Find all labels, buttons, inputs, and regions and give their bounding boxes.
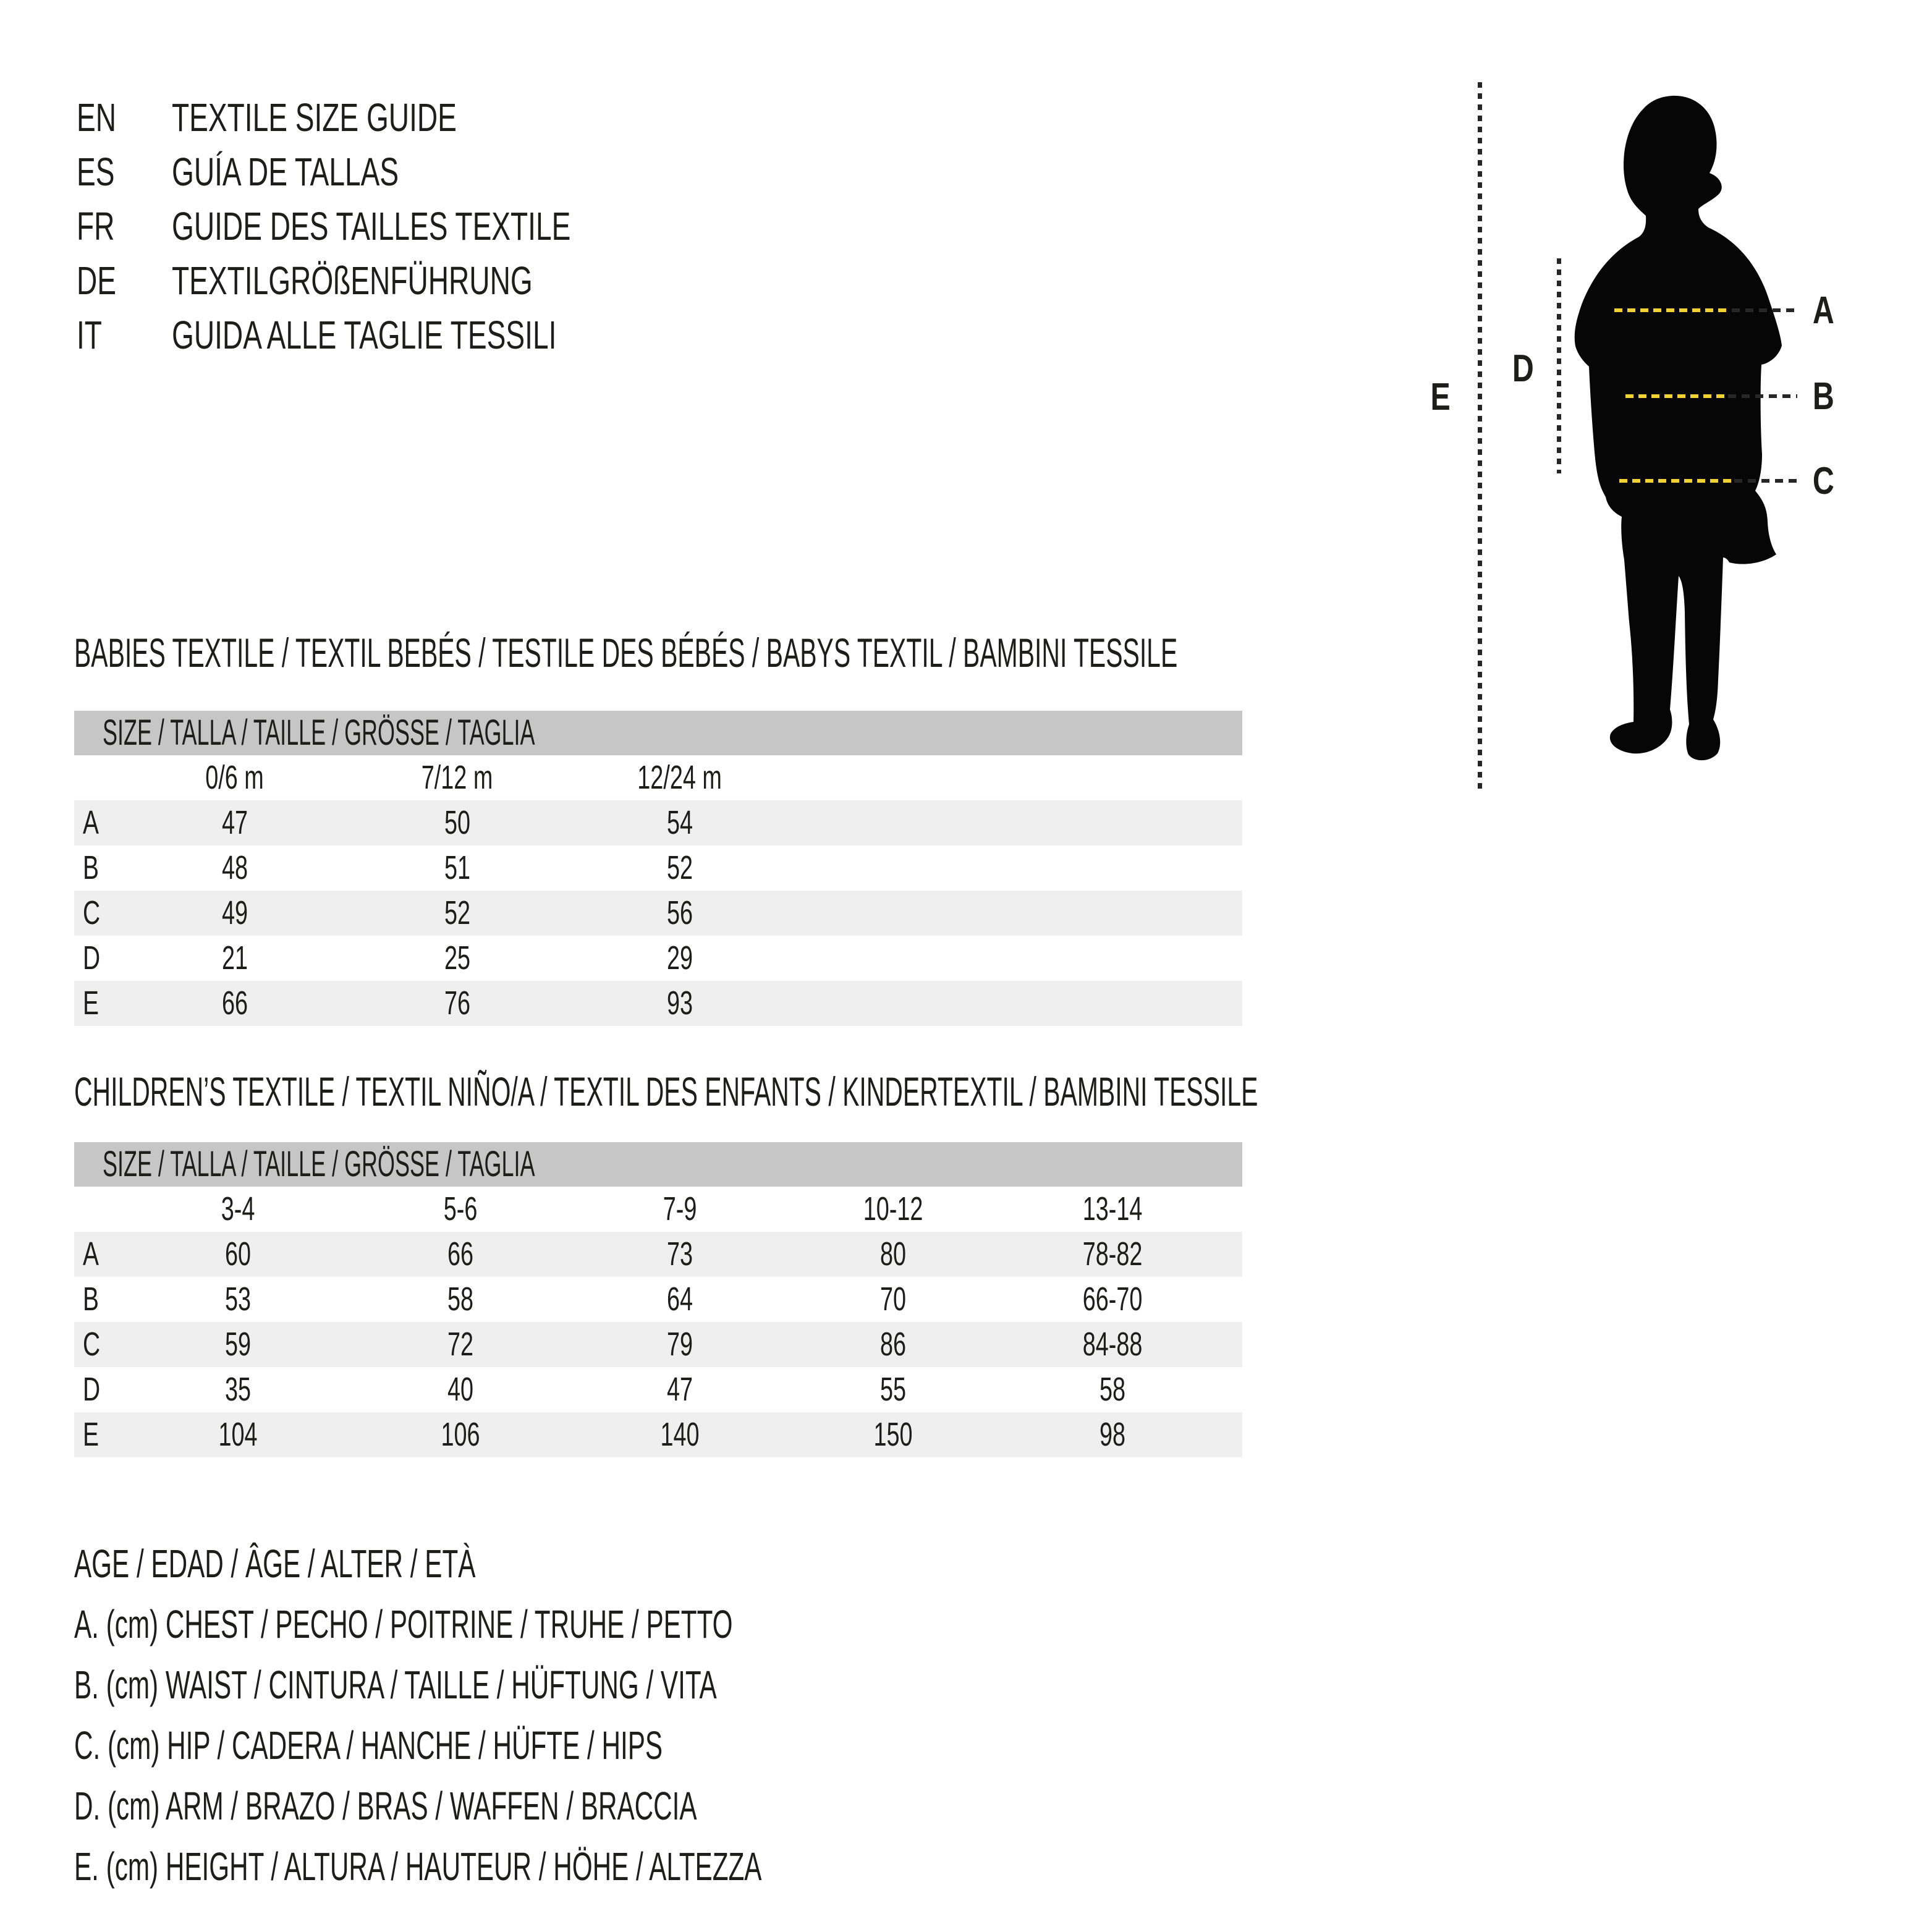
table-cell: 66 bbox=[447, 1235, 474, 1273]
table-row bbox=[74, 1277, 1242, 1322]
row-label: D bbox=[83, 939, 101, 977]
table-cell: 78-82 bbox=[1082, 1235, 1143, 1273]
language-code: FR bbox=[77, 204, 115, 248]
table-row bbox=[74, 1412, 1242, 1457]
children-section-title: CHILDREN’S TEXTILE / TEXTIL NIÑO/A / TEXTIL DES ENFANTS / KINDERTEXTIL / BAMBINI TESSILE bbox=[74, 1069, 1258, 1114]
table-cell: 70 bbox=[879, 1281, 907, 1318]
table-row bbox=[74, 891, 1242, 936]
hip-measure-line-dark bbox=[1734, 479, 1797, 483]
babies-size-header-label: SIZE / TALLA / TAILLE / GRÖSSE / TAGLIA bbox=[103, 713, 535, 753]
table-row bbox=[74, 845, 1242, 891]
children-column-header: 13-14 bbox=[1082, 1190, 1143, 1227]
table-cell: 55 bbox=[879, 1371, 907, 1408]
children-size-header-label: SIZE / TALLA / TAILLE / GRÖSSE / TAGLIA bbox=[103, 1144, 535, 1184]
babies-column-header: 12/24 m bbox=[637, 759, 722, 796]
table-cell: 73 bbox=[666, 1235, 693, 1273]
table-cell: 60 bbox=[224, 1235, 252, 1273]
row-label: A bbox=[83, 804, 99, 841]
waist-measure-line-dark bbox=[1728, 394, 1797, 398]
table-cell: 72 bbox=[447, 1326, 474, 1363]
height-measure-line-e bbox=[1478, 82, 1482, 794]
table-cell: 47 bbox=[666, 1371, 693, 1408]
table-row bbox=[74, 800, 1242, 845]
row-label: A bbox=[83, 1235, 99, 1273]
measure-label-c: C bbox=[1812, 460, 1834, 502]
legend-line-hip: C. (cm) HIP / CADERA / HANCHE / HÜFTE / HIPS bbox=[74, 1723, 663, 1768]
legend-line-waist: B. (cm) WAIST / CINTURA / TAILLE / HÜFTUNG / VITA bbox=[74, 1663, 717, 1707]
table-row bbox=[74, 1367, 1242, 1412]
language-code: DE bbox=[77, 258, 117, 303]
measure-label-a: A bbox=[1812, 289, 1834, 332]
table-cell: 52 bbox=[444, 894, 471, 931]
babies-column-header-row bbox=[74, 755, 1242, 800]
table-cell: 52 bbox=[666, 849, 693, 886]
measure-label-b: B bbox=[1812, 375, 1834, 418]
language-title: GUIDA ALLE TAGLIE TESSILI bbox=[172, 313, 557, 357]
table-row bbox=[74, 936, 1242, 981]
children-size-header-bar bbox=[74, 1142, 1242, 1187]
row-label: E bbox=[83, 1416, 99, 1453]
table-row bbox=[74, 1232, 1242, 1277]
table-cell: 79 bbox=[666, 1326, 693, 1363]
row-label: B bbox=[83, 1281, 99, 1318]
children-size-table bbox=[74, 1142, 1242, 1457]
children-column-header: 7-9 bbox=[663, 1190, 697, 1227]
row-label: B bbox=[83, 849, 99, 886]
chest-measure-line-dark bbox=[1732, 308, 1797, 312]
babies-size-header-bar bbox=[74, 711, 1242, 755]
table-cell: 40 bbox=[447, 1371, 474, 1408]
table-cell: 80 bbox=[879, 1235, 907, 1273]
hip-measure-line-yellow bbox=[1619, 479, 1732, 483]
waist-measure-line-yellow bbox=[1625, 394, 1726, 398]
table-cell: 86 bbox=[879, 1326, 907, 1363]
language-title: GUÍA DE TALLAS bbox=[172, 150, 399, 194]
table-cell: 51 bbox=[444, 849, 471, 886]
table-cell: 58 bbox=[1099, 1371, 1126, 1408]
table-cell: 84-88 bbox=[1082, 1326, 1143, 1363]
table-cell: 76 bbox=[444, 985, 471, 1022]
legend-line-chest: A. (cm) CHEST / PECHO / POITRINE / TRUHE / PETTO bbox=[74, 1602, 733, 1646]
table-cell: 50 bbox=[444, 804, 471, 841]
legend-line-height: E. (cm) HEIGHT / ALTURA / HAUTEUR / HÖHE / ALTEZZA bbox=[74, 1844, 762, 1889]
table-cell: 58 bbox=[447, 1281, 474, 1318]
table-cell: 56 bbox=[666, 894, 693, 931]
children-column-header-row bbox=[74, 1187, 1242, 1232]
table-cell: 29 bbox=[666, 939, 693, 977]
legend-line-arm: D. (cm) ARM / BRAZO / BRAS / WAFFEN / BRACCIA bbox=[74, 1784, 697, 1828]
table-cell: 64 bbox=[666, 1281, 693, 1318]
table-cell: 59 bbox=[224, 1326, 252, 1363]
language-title: TEXTILE SIZE GUIDE bbox=[172, 95, 457, 140]
table-row bbox=[74, 981, 1242, 1026]
babies-section-title: BABIES TEXTILE / TEXTIL BEBÉS / TESTILE DES BÉBÉS / BABYS TEXTIL / BAMBINI TESSILE bbox=[74, 630, 1178, 676]
language-code: EN bbox=[77, 95, 117, 140]
table-cell: 66 bbox=[221, 985, 248, 1022]
table-cell: 104 bbox=[218, 1416, 258, 1453]
language-title: TEXTILGRÖßENFÜHRUNG bbox=[172, 258, 533, 303]
measure-label-e: E bbox=[1430, 376, 1451, 418]
table-cell: 35 bbox=[224, 1371, 252, 1408]
chest-measure-line-yellow bbox=[1614, 308, 1729, 312]
language-code: IT bbox=[77, 313, 102, 357]
table-cell: 21 bbox=[221, 939, 248, 977]
table-cell: 98 bbox=[1099, 1416, 1126, 1453]
babies-column-header: 7/12 m bbox=[422, 759, 493, 796]
children-column-header: 10-12 bbox=[863, 1190, 923, 1227]
table-cell: 140 bbox=[660, 1416, 700, 1453]
row-label: E bbox=[83, 985, 99, 1022]
table-cell: 48 bbox=[221, 849, 248, 886]
table-cell: 25 bbox=[444, 939, 471, 977]
babies-size-table bbox=[74, 711, 1242, 1026]
language-code: ES bbox=[77, 150, 115, 194]
row-label: C bbox=[83, 894, 101, 931]
children-column-header: 3-4 bbox=[221, 1190, 255, 1227]
table-cell: 49 bbox=[221, 894, 248, 931]
table-cell: 66-70 bbox=[1082, 1281, 1143, 1318]
arm-measure-line-d bbox=[1557, 258, 1561, 473]
table-cell: 47 bbox=[221, 804, 248, 841]
row-label: D bbox=[83, 1371, 101, 1408]
child-silhouette-icon bbox=[1570, 87, 1842, 779]
table-row bbox=[74, 1322, 1242, 1367]
measure-label-d: D bbox=[1512, 347, 1534, 390]
language-title: GUIDE DES TAILLES TEXTILE bbox=[172, 204, 571, 248]
table-cell: 54 bbox=[666, 804, 693, 841]
table-cell: 150 bbox=[873, 1416, 913, 1453]
row-label: C bbox=[83, 1326, 101, 1363]
table-cell: 53 bbox=[224, 1281, 252, 1318]
table-cell: 93 bbox=[666, 985, 693, 1022]
table-cell: 106 bbox=[441, 1416, 480, 1453]
babies-column-header: 0/6 m bbox=[205, 759, 265, 796]
legend-line-age: AGE / EDAD / ÂGE / ALTER / ETÀ bbox=[74, 1541, 476, 1586]
children-column-header: 5-6 bbox=[443, 1190, 478, 1227]
